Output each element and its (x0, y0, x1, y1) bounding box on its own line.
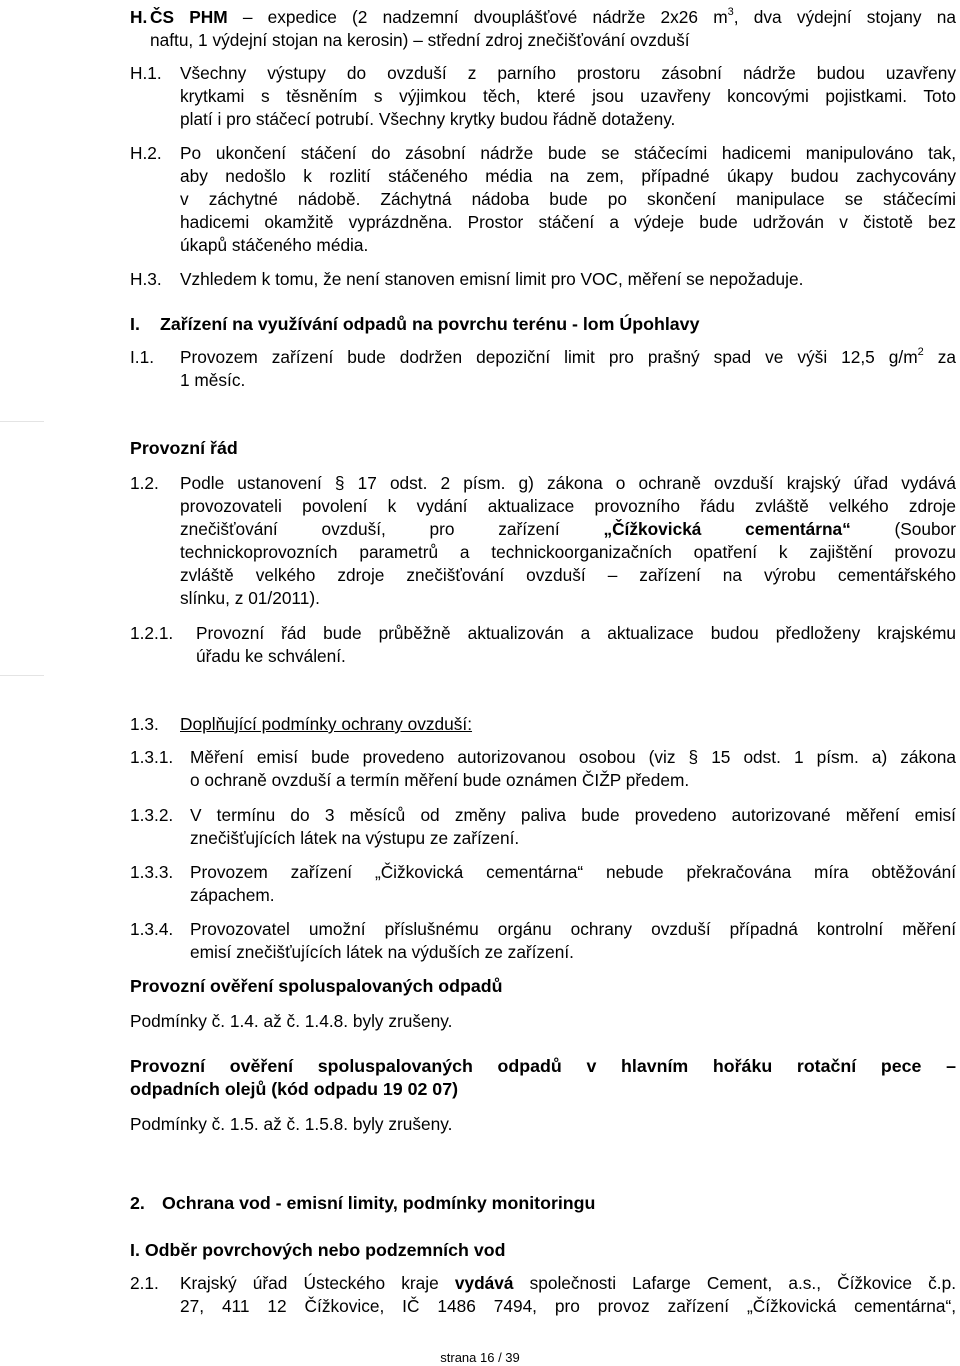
heading-line: ČS PHM – expedice (2 nadzemní dvouplášťové nádrže 2x26 $m^3$, dva výdejní stojany na (150, 6, 956, 27)
heading-text: Zařízení na využívání odpadů na povrchu terénu - lom Úpohlavy (160, 314, 700, 334)
condition-number: H.1. (130, 63, 162, 83)
text-line: Podle ustanovení § 17 odst. 2 písm. g) zákona o ochraně ovzduší krajský úřad vydává (180, 473, 956, 493)
text-line: Po ukončení stáčení do zásobní nádrže bude se stáčecími hadicemi manipulováno tak, (180, 143, 956, 163)
condition-h3 (130, 268, 956, 291)
text-line: o ochraně ovzduší a termín měření bude oznámen ČIŽP předem. (190, 770, 690, 790)
condition-number: 1.2. (130, 473, 159, 493)
condition-number: H.3. (130, 269, 162, 289)
section-number: 2. (130, 1193, 145, 1213)
condition-i1 (130, 346, 956, 392)
condition-1-2 (130, 472, 956, 610)
text-line: úkapů stáčeného média. (180, 235, 369, 255)
subheading-text: Doplňující podmínky ochrany ovzduší: (180, 714, 473, 734)
text-line: provozovateli povolení k vydání aktualizace provozního řádu zvláště velkého zdroje (180, 496, 956, 516)
margin-separator (0, 421, 44, 422)
text-line: znečišťujících látek na výstupu ze zařízení. (190, 828, 520, 848)
text-line: zápachem. (190, 885, 275, 905)
overeni-heading-2 (130, 1055, 956, 1101)
overeni-heading-1: Provozní ověření spoluspalovaných odpadů (130, 976, 503, 996)
condition-1-2-1 (130, 622, 956, 668)
condition-1-3-1 (130, 746, 956, 792)
text-line: znečišťování ovzduší, pro zařízení „Čížkovická cementárna“ (Soubor (180, 519, 956, 539)
margin-separator (0, 675, 44, 676)
text-line: hadicemi okamžitě vyprázdněna. Prostor stáčení a výdeje bude udržován v čistotě bez (180, 212, 956, 232)
text-line: Provozovatel umožní příslušnému orgánu ochrany ovzduší případná kontrolní měření (190, 919, 956, 939)
text-line: Vzhledem k tomu, že není stanoven emisní limit pro VOC, měření se nepožaduje. (180, 269, 804, 289)
heading-line: Provozní ověření spoluspalovaných odpadů v hlavním hořáku rotační pece – (130, 1056, 956, 1076)
heading-line: odpadních olejů (kód odpadu 19 02 07) (130, 1079, 459, 1099)
text-line: 1 měsíc. (180, 370, 246, 390)
section-2-subheading: I. Odběr povrchových nebo podzemních vod (130, 1240, 506, 1260)
condition-number: I.1. (130, 347, 155, 367)
section-2-heading (130, 1192, 956, 1215)
section-h-heading (130, 6, 956, 52)
condition-number: H.2. (130, 143, 162, 163)
section-i-heading (130, 313, 956, 336)
text-line: Měření emisí bude provedeno autorizovanou osobou (viz § 15 odst. 1 písm. a) zákona (190, 747, 956, 767)
condition-number: 1.3.3. (130, 862, 174, 882)
text-line: v záchytné nádobě. Záchytná nádoba bude po skončení manipulace se stáčecími (180, 189, 956, 209)
overeni-text-1: Podmínky č. 1.4. až č. 1.4.8. byly zrušeny. (130, 1011, 453, 1031)
condition-number: 2.1. (130, 1273, 159, 1293)
text-line: slínku, z 01/2011). (180, 588, 320, 608)
text-line: krytkami s těsněním s výjimkou těch, které jsou uzavřeny koncovými pojistkami. Toto (180, 86, 956, 106)
section-number: H. (130, 7, 148, 27)
text-line: Provozem zařízení „Čižkovická cementárna“ nebude překračována míra obtěžování (190, 862, 956, 882)
text-line: Všechny výstupy do ovzduší z parního prostoru zásobní nádrže budou uzavřeny (180, 63, 956, 83)
condition-number: 1.3.4. (130, 919, 174, 939)
provozni-rad-heading: Provozní řád (130, 438, 238, 458)
heading-line: naftu, 1 výdejní stojan na kerosin) – střední zdroj znečišťování ovzduší (150, 30, 690, 50)
condition-number: 1.3.2. (130, 805, 174, 825)
text-line: aby nedošlo k rozlití stáčeného média na zem, případné úkapy budou zachycovány (180, 166, 956, 186)
condition-number: 1.3.1. (130, 747, 174, 767)
text-line: Provozem zařízení bude dodržen depoziční limit pro prašný spad ve výši 12,5 $g/m^2$ za (180, 346, 956, 367)
text-line: V termínu do 3 měsíců od změny paliva bude provedeno autorizované měření emisí (190, 805, 956, 825)
condition-2-1 (130, 1272, 956, 1318)
condition-1-3-4 (130, 918, 956, 964)
text-line: úřadu ke schválení. (196, 646, 346, 666)
condition-1-3 (130, 713, 956, 736)
text-line: 27, 411 12 Čížkovice, IČ 1486 7494, pro provoz zařízení „Čížkovická cementárna“, (180, 1296, 956, 1316)
condition-h2 (130, 142, 956, 257)
condition-number: 1.2.1. (130, 623, 174, 643)
text-line: platí i pro stáčecí potrubí. Všechny krytky budou řádně dotaženy. (180, 109, 676, 129)
text-line: Krajský úřad Ústeckého kraje vydává společnosti Lafarge Cement, a.s., Čížkovice č.p. (180, 1273, 956, 1293)
heading-text: Ochrana vod - emisní limity, podmínky monitoringu (162, 1193, 596, 1213)
text-line: technickoprovozních parametrů a technickoorganizačních opatření k zajištění provozu (180, 542, 956, 562)
text-line: emisí znečišťujících látek na výduších ze zařízení. (190, 942, 574, 962)
condition-1-3-3 (130, 861, 956, 907)
condition-1-3-2 (130, 804, 956, 850)
overeni-text-2: Podmínky č. 1.5. až č. 1.5.8. byly zrušeny. (130, 1114, 453, 1134)
section-number: I. (130, 314, 140, 334)
page-number: strana 16 / 39 (440, 1350, 520, 1365)
text-line: Provozní řád bude průběžně aktualizován a aktualizace budou předloženy krajskému (196, 623, 956, 643)
condition-number: 1.3. (130, 714, 159, 734)
text-line: zvláště velkého zdroje znečišťování ovzduší – zařízení na výrobu cementářského (180, 565, 956, 585)
condition-h1 (130, 62, 956, 131)
